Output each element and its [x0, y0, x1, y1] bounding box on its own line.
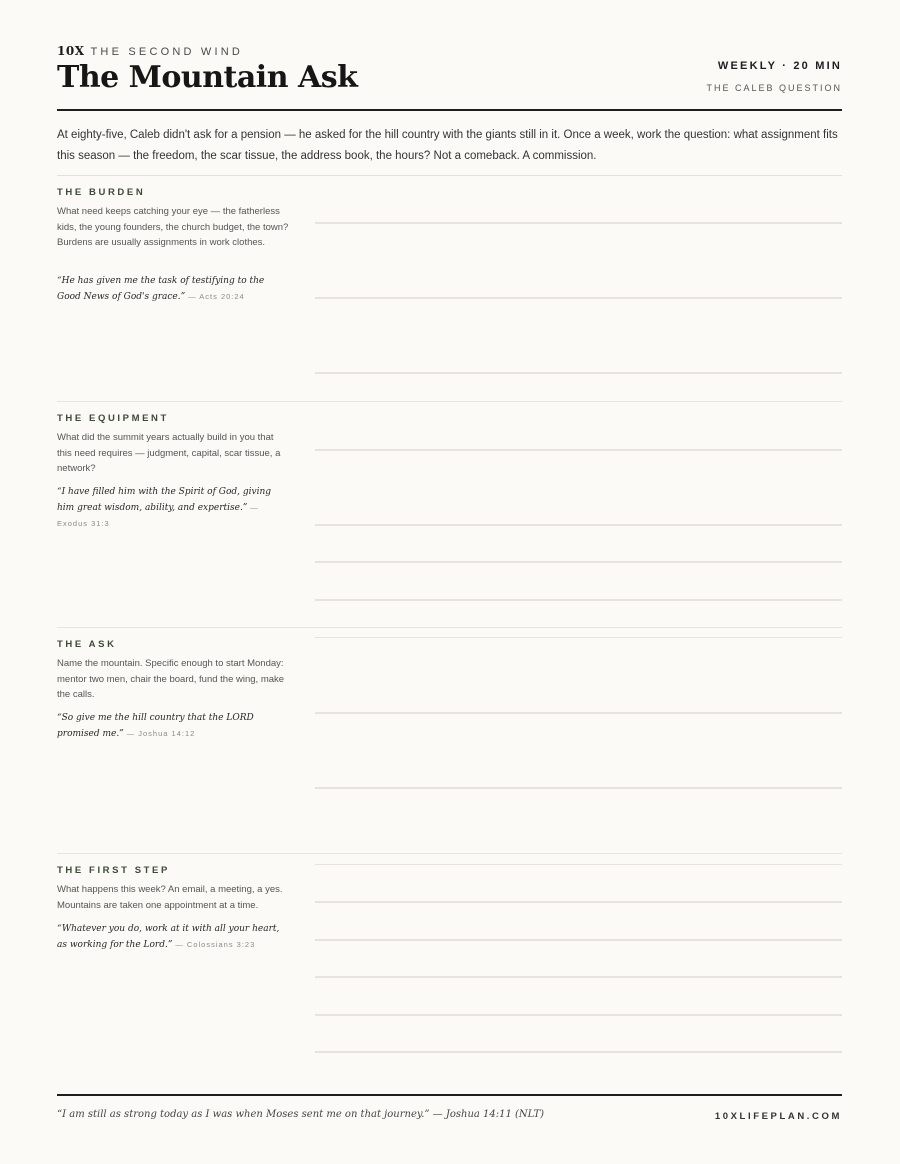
section-prompt: What did the summit years actually build in you that this need requires — judgment, capital, scar tissue, a network? [57, 432, 281, 474]
section-divider [315, 637, 842, 638]
section-divider [57, 401, 842, 402]
frequency-label: WEEKLY · 20 MIN [717, 60, 842, 72]
header-meta [706, 60, 842, 93]
writing-line[interactable] [315, 787, 842, 789]
footer-quote: “I am still as strong today as I was when Moses sent me on that journey.” — Joshua 14:11 (NLT) [57, 1109, 545, 1120]
writing-line[interactable] [315, 976, 842, 978]
header-divider [57, 109, 842, 111]
writing-line[interactable] [315, 449, 842, 451]
writing-line[interactable] [315, 561, 842, 563]
brand-name: THE SECOND WIND [90, 46, 244, 58]
section-quote [57, 921, 289, 953]
writing-line[interactable] [315, 1014, 842, 1016]
writing-line[interactable] [315, 1051, 842, 1053]
section-quote [57, 484, 289, 532]
section-divider [57, 853, 842, 854]
section-quote [57, 273, 289, 305]
intro-divider [57, 175, 842, 176]
quote-reference: — Exodus 31:3 [57, 503, 259, 528]
section-divider [315, 864, 842, 865]
section-label: THE ASK [57, 639, 117, 650]
section-label: THE EQUIPMENT [57, 413, 169, 424]
footer-website: 10XLIFEPLAN.COM [714, 1111, 842, 1122]
quote-text: “Whatever you do, work at it with all your heart, as working for the Lord.” [57, 924, 280, 950]
section-divider [57, 627, 842, 628]
writing-line[interactable] [315, 297, 842, 299]
writing-line[interactable] [315, 901, 842, 903]
section-prompt: Name the mountain. Specific enough to start Monday: mentor two men, chair the board, fund the wing, make the calls. [57, 658, 285, 700]
quote-text: “So give me the hill country that the LORD promised me.” [57, 713, 254, 739]
section-prompt: What need keeps catching your eye — the fatherless kids, the young founders, the church budget, the town? Burdens are usually assignments in work clothes. [57, 206, 289, 248]
section-label: THE FIRST STEP [57, 865, 170, 876]
brand-logo: 10X [57, 44, 85, 58]
writing-line[interactable] [315, 599, 842, 601]
brand-line [57, 44, 243, 58]
quote-reference: — Joshua 14:12 [126, 729, 196, 738]
quote-reference: — Acts 20:24 [188, 292, 245, 301]
writing-line[interactable] [315, 524, 842, 526]
writing-line[interactable] [315, 222, 842, 224]
worksheet-page [57, 0, 842, 1164]
quote-text: “He has given me the task of testifying to the Good News of God's grace.” [57, 276, 265, 302]
section-prompt: What happens this week? An email, a meeting, a yes. Mountains are taken one appointment at a time. [57, 884, 283, 911]
writing-line[interactable] [315, 939, 842, 941]
page-title: The Mountain Ask [57, 60, 358, 95]
quote-text: “I have filled him with the Spirit of God, giving him great wisdom, ability, and expertise.” [57, 487, 272, 513]
footer-divider [57, 1094, 842, 1096]
writing-line[interactable] [315, 372, 842, 374]
writing-line[interactable] [315, 712, 842, 714]
quote-reference: — Colossians 3:23 [175, 940, 256, 949]
subtitle-label: THE CALEB QUESTION [706, 83, 842, 93]
section-label: THE BURDEN [57, 187, 146, 198]
intro-paragraph: At eighty-five, Caleb didn't ask for a pension — he asked for the hill country with the giants still in it. Once a week, work the question: what assignment fits this season — the freedom, the scar tissue, the address book, the hours? Not a comeback. A commission. [57, 129, 838, 162]
section-quote [57, 710, 289, 742]
